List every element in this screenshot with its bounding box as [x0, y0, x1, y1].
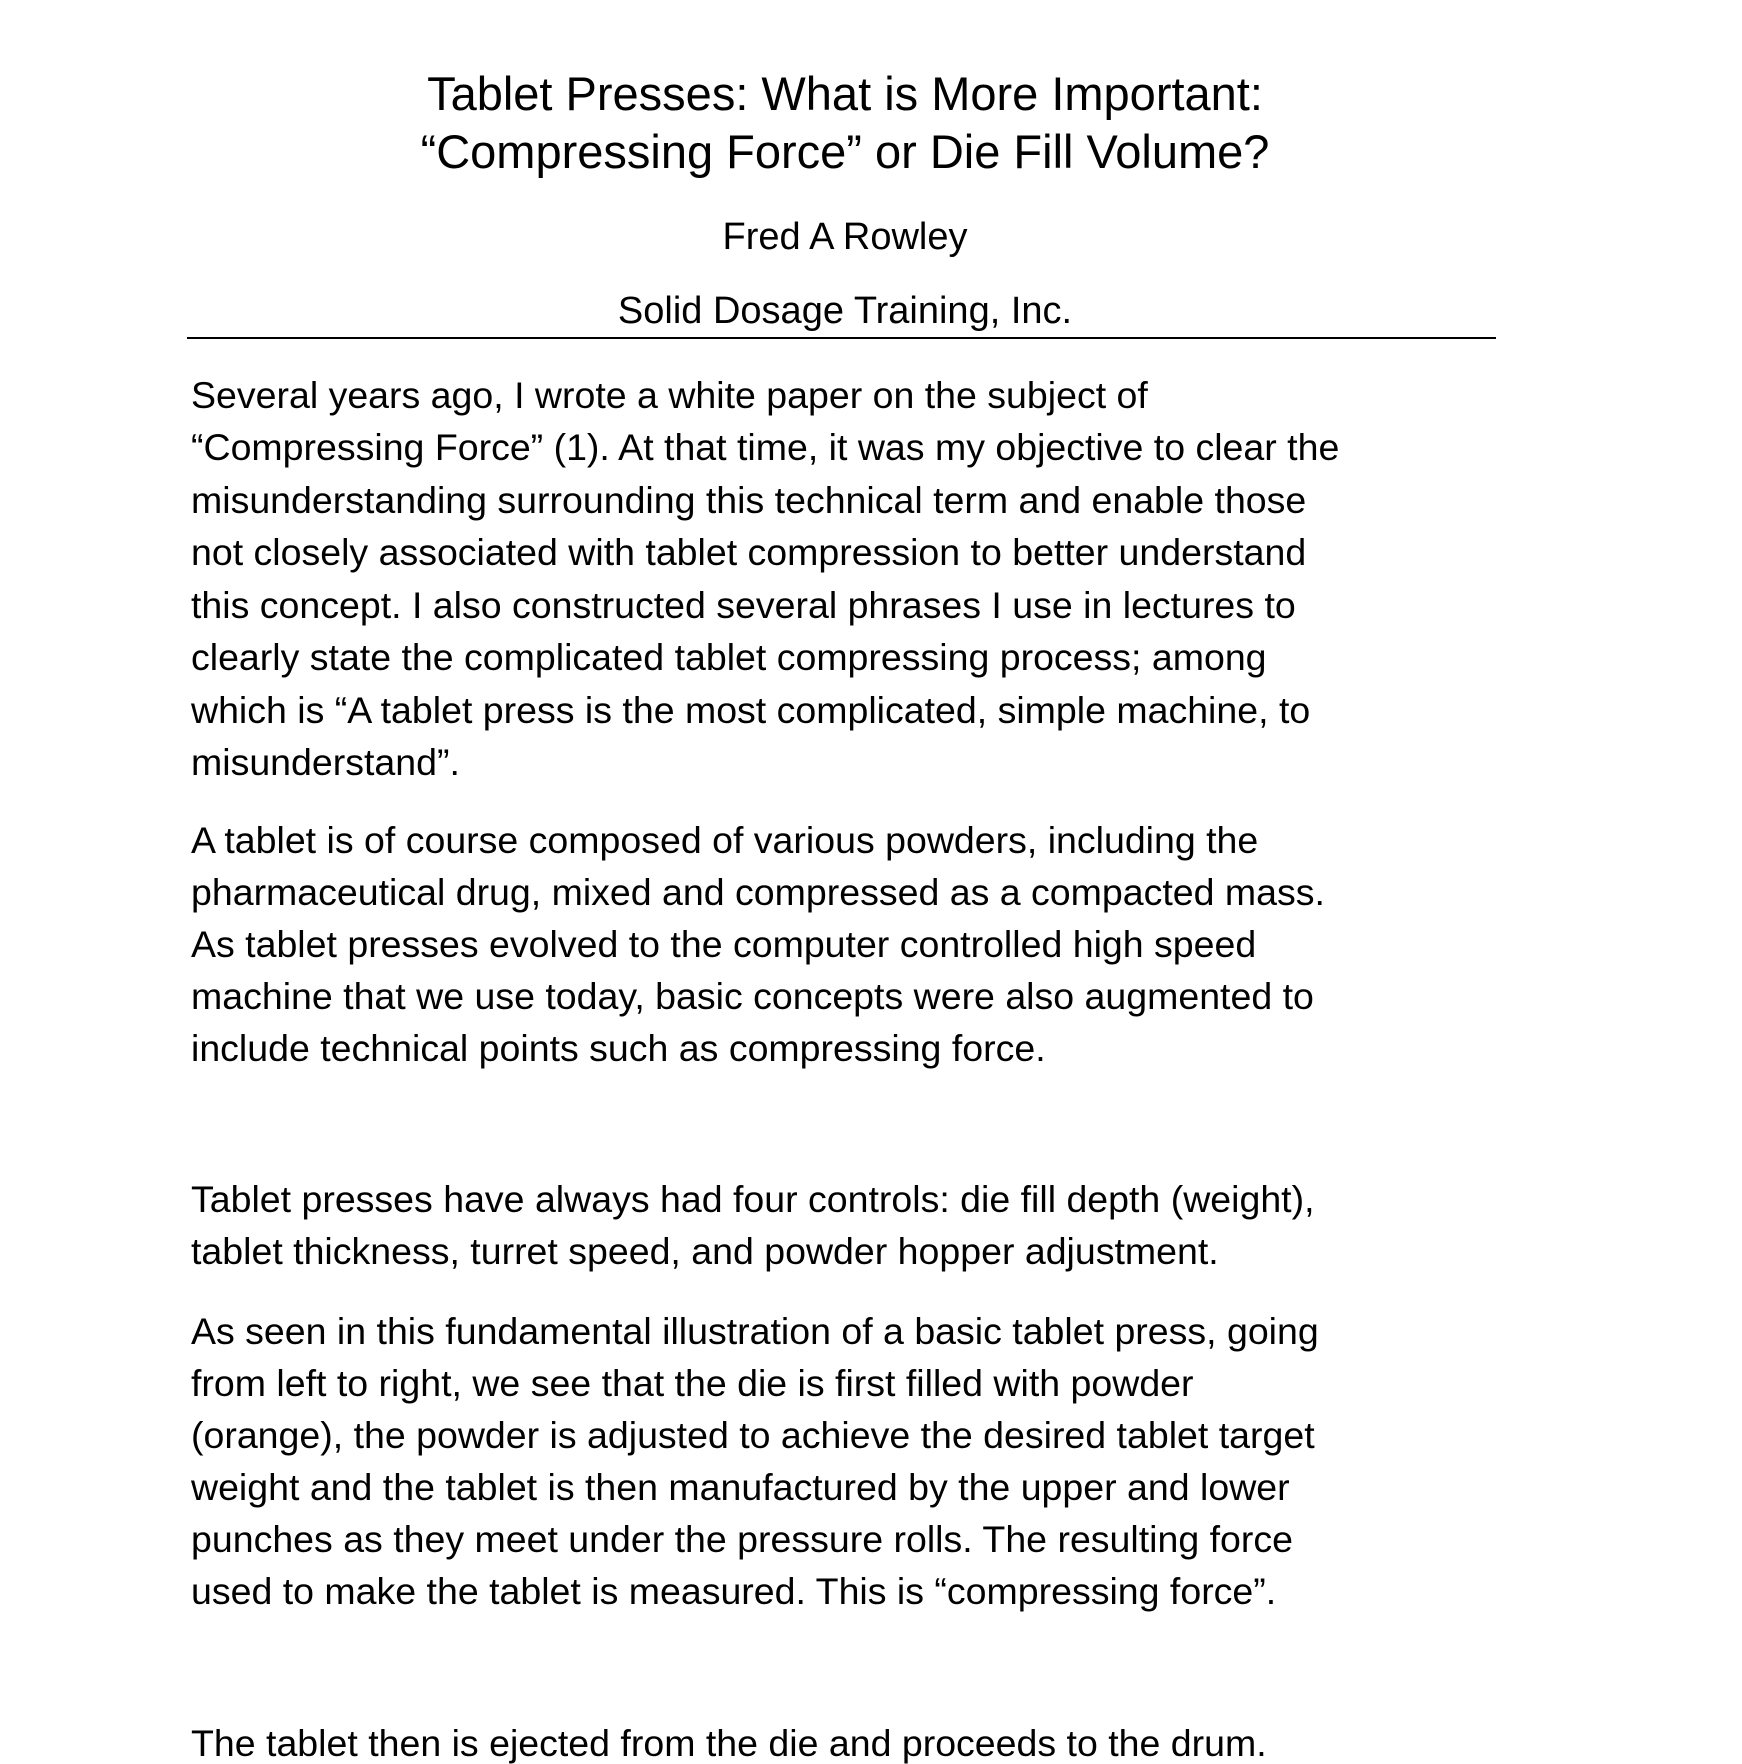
paragraph-line: include technical points such as compressing force.: [191, 1027, 1046, 1069]
paragraph-line: “Compressing Force” (1). At that time, it was my objective to clear the: [191, 426, 1340, 468]
paragraph-line: punches as they meet under the pressure rolls. The resulting force: [191, 1518, 1293, 1560]
paragraph-line: As tablet presses evolved to the computer controlled high speed: [191, 923, 1257, 965]
paragraph-line: clearly state the complicated tablet compressing process; among: [191, 636, 1267, 678]
paragraph-line: from left to right, we see that the die is first filled with powder: [191, 1362, 1194, 1404]
paragraph-line: misunderstanding surrounding this technical term and enable those: [191, 479, 1307, 521]
paragraph-line: pharmaceutical drug, mixed and compressed as a compacted mass.: [191, 871, 1325, 913]
paragraph-line: this concept. I also constructed several phrases I use in lectures to: [191, 584, 1296, 626]
author-name: Fred A Rowley: [722, 216, 968, 258]
paragraph-line: Several years ago, I wrote a white paper on the subject of: [191, 374, 1148, 416]
paragraph-line: tablet thickness, turret speed, and powder hopper adjustment.: [191, 1230, 1219, 1272]
paragraph-line: which is “A tablet press is the most complicated, simple machine, to: [191, 689, 1311, 731]
paragraph-line: weight and the tablet is then manufactured by the upper and lower: [191, 1466, 1290, 1508]
paragraph-line: not closely associated with tablet compression to better understand: [191, 531, 1307, 573]
paragraph-line: The tablet then is ejected from the die and proceeds to the drum.: [191, 1722, 1267, 1764]
paragraph-line: misunderstand”.: [191, 741, 460, 783]
paragraph-line: (orange), the powder is adjusted to achieve the desired tablet target: [191, 1414, 1315, 1456]
paragraph-line: As seen in this fundamental illustration of a basic tablet press, going: [191, 1310, 1319, 1352]
author-affiliation: Solid Dosage Training, Inc.: [617, 290, 1073, 332]
paragraph-line: A tablet is of course composed of various powders, including the: [191, 819, 1259, 861]
header-divider: [187, 337, 1496, 339]
paragraph-line: machine that we use today, basic concepts were also augmented to: [191, 975, 1314, 1017]
document-title-line-2: “Compressing Force” or Die Fill Volume?: [420, 125, 1270, 178]
paragraph-line: Tablet presses have always had four controls: die fill depth (weight),: [191, 1178, 1315, 1220]
document-title-line-1: Tablet Presses: What is More Important:: [427, 67, 1263, 120]
paragraph-line: used to make the tablet is measured. This is “compressing force”.: [191, 1570, 1277, 1612]
